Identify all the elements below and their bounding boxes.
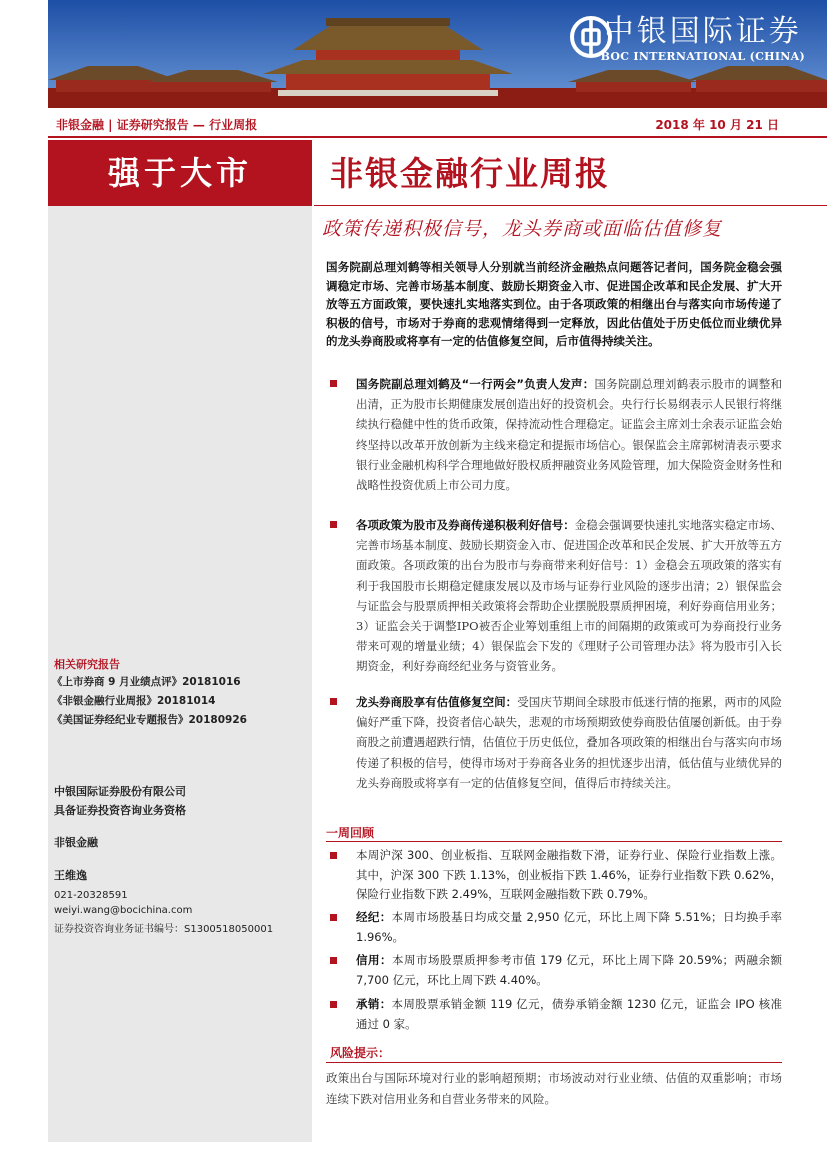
key-point-lead: 各项政策为股市及券商传递积极利好信号： [356, 518, 575, 532]
related-report-link[interactable]: 《非银金融行业周报》20181014 [52, 695, 216, 707]
week-review-lead: 信用： [356, 953, 393, 967]
bullet-square-icon [330, 521, 337, 528]
company-qualification: 具备证券投资咨询业务资格 [54, 804, 186, 817]
brand-name-en: BOC INTERNATIONAL (CHINA) [600, 50, 805, 63]
bullet-square-icon [330, 380, 337, 387]
bullet-square-icon [330, 957, 337, 964]
related-report-link[interactable]: 《美国证券经纪业专题报告》20180926 [52, 714, 247, 726]
divider [48, 136, 827, 138]
divider [314, 205, 827, 206]
company-info [54, 782, 186, 820]
related-report-link[interactable]: 《上市券商 9 月业绩点评》20181016 [52, 676, 241, 688]
week-review-text: 本周市场股票质押参考市值 179 亿元，环比上周下降 20.59%；两融余额 7,700 亿元，环比上周下跌 4.40%。 [356, 953, 783, 987]
week-review-lead: 经纪： [356, 910, 392, 924]
bullet-square-icon [330, 852, 337, 859]
header-banner [48, 0, 827, 108]
brand-name-cn: 中银国际证券 [603, 14, 802, 49]
page-subtitle: 政策传递积极信号，龙头券商或面临估值修复 [322, 218, 723, 240]
week-review-item [330, 846, 782, 905]
breadcrumb: 非银金融 | 证券研究报告 — 行业周报 [56, 118, 258, 132]
rating-badge: 强于大市 [48, 140, 312, 206]
key-point-lead: 国务院副总理刘鹤及“一行两会”负责人发声： [356, 377, 595, 391]
key-point [330, 692, 782, 793]
report-date: 2018 年 10 月 21 日 [655, 118, 779, 132]
key-point-text: 国务院副总理刘鹤表示股市的调整和出清，正为股市长期健康发展创造出好的投资机会。央行行长易纲表示人民银行将继续执行稳健中性的货币政策，保持流动性合理稳定。证监会主席刘士余表示证监会始终坚持以改革开放创新为主线来稳定和提振市场信心。银保监会主席郭树清表示要求银行业金融机构科学合理地做好股权质押融资业务风险管理，加大保险资金财务性和战略性投资优质上市公司力度。 [356, 377, 782, 493]
company-name: 中银国际证券股份有限公司 [54, 785, 186, 798]
week-review-text: 本周股票承销金额 119 亿元，债券承销金额 1230 亿元，证监会 IPO 核准通过 0 家。 [356, 997, 782, 1031]
analyst-email[interactable]: weiyi.wang@bocichina.com [54, 905, 193, 916]
week-review-heading: 一周回顾 [326, 826, 375, 840]
bullet-square-icon [330, 698, 337, 705]
summary-paragraph: 国务院副总理刘鹤等相关领导人分别就当前经济金融热点问题答记者问，国务院金稳会强调稳定市场、完善市场基本制度、鼓励长期资金入市、促进国企改革和民企发展、扩大开放等五方面政策，要快速扎实地落实到位。由于各项政策的相继出台与落实向市场传递了积极的信号，市场对于券商的悲观情绪得到一定释放，因此估值处于历史低位而业绩优异的龙头券商股或将享有一定的估值修复空间，后市值得持续关注。 [326, 260, 782, 349]
week-review-item [330, 951, 782, 990]
bullet-square-icon [330, 1001, 337, 1008]
page-title: 非银金融行业周报 [330, 154, 610, 193]
analyst-certificate: 证券投资咨询业务证书编号：S1300518050001 [54, 924, 274, 935]
key-point [330, 515, 782, 677]
week-review-lead: 承销： [356, 997, 392, 1011]
sidebar [48, 140, 312, 1142]
analyst-name: 王维逸 [54, 869, 87, 882]
analyst-phone: 021-20328591 [54, 890, 128, 901]
divider [326, 1062, 782, 1063]
sector-label: 非银金融 [54, 836, 98, 849]
key-point-text: 受国庆节期间全球股市低迷行情的拖累，两市的风险偏好严重下降，投资者信心缺失，悲观的市场预期致使券商股估值屡创新低。由于券商股之前遭遇超跌行情，估值位于历史低位，叠加各项政策的相继出台与落实向市场传递了积极的信号，使得市场对于券商各业务的担忧逐步出清，低估值与业绩优异的龙头券商股或将享有一定的估值修复空间，值得后市持续关注。 [356, 695, 783, 790]
related-reports-title: 相关研究报告 [54, 658, 120, 671]
risk-text: 政策出台与国际环境对行业的影响超预期；市场波动对行业业绩、估值的双重影响；市场连续下跌对信用业务和自营业务带来的风险。 [326, 1071, 782, 1106]
bullet-square-icon [330, 914, 337, 921]
key-point-text: 金稳会强调要快速扎实地落实稳定市场、完善市场基本制度、鼓励长期资金入市、促进国企改革和民企发展、扩大开放等五方面政策。各项政策的出台为股市与券商带来利好信号：1）金稳会五项政策的落实有利于我国股市长期稳定健康发展以及市场与证券行业风险的逐步出清；2）银保监会与证监会与股票质押相关政策将会帮助企业摆脱股票质押困境，利好券商信用业务；3）证监会关于调整IPO被否企业筹划重组上市的间隔期的政策或可为券商投行业务带来可观的增量业绩；4）银保监会下发的《理财子公司管理办法》将为股市引入长期资金，利好券商经纪业务与资管业务。 [356, 518, 782, 674]
risk-heading: 风险提示： [330, 1046, 391, 1060]
brand-logo [601, 14, 805, 63]
week-review-text: 本周沪深 300、创业板指、互联网金融指数下滑，证券行业、保险行业指数上涨。其中，沪深 300 下跌 1.13%，创业板指下跌 1.46%，证券行业指数下跌 0.62%，保险行业指数下跌 2.49%，互联网金融指数下跌 0.79%。 [356, 848, 782, 901]
week-review-item [330, 908, 782, 947]
report-subheader [48, 112, 827, 136]
divider [326, 841, 782, 842]
week-review-text: 本周市场股基日均成交量 2,950 亿元，环比上周下降 5.51%；日均换手率 1.96%。 [356, 910, 782, 944]
week-review-item [330, 995, 782, 1034]
key-point [330, 374, 782, 495]
key-point-lead: 龙头券商股享有估值修复空间： [356, 695, 518, 709]
